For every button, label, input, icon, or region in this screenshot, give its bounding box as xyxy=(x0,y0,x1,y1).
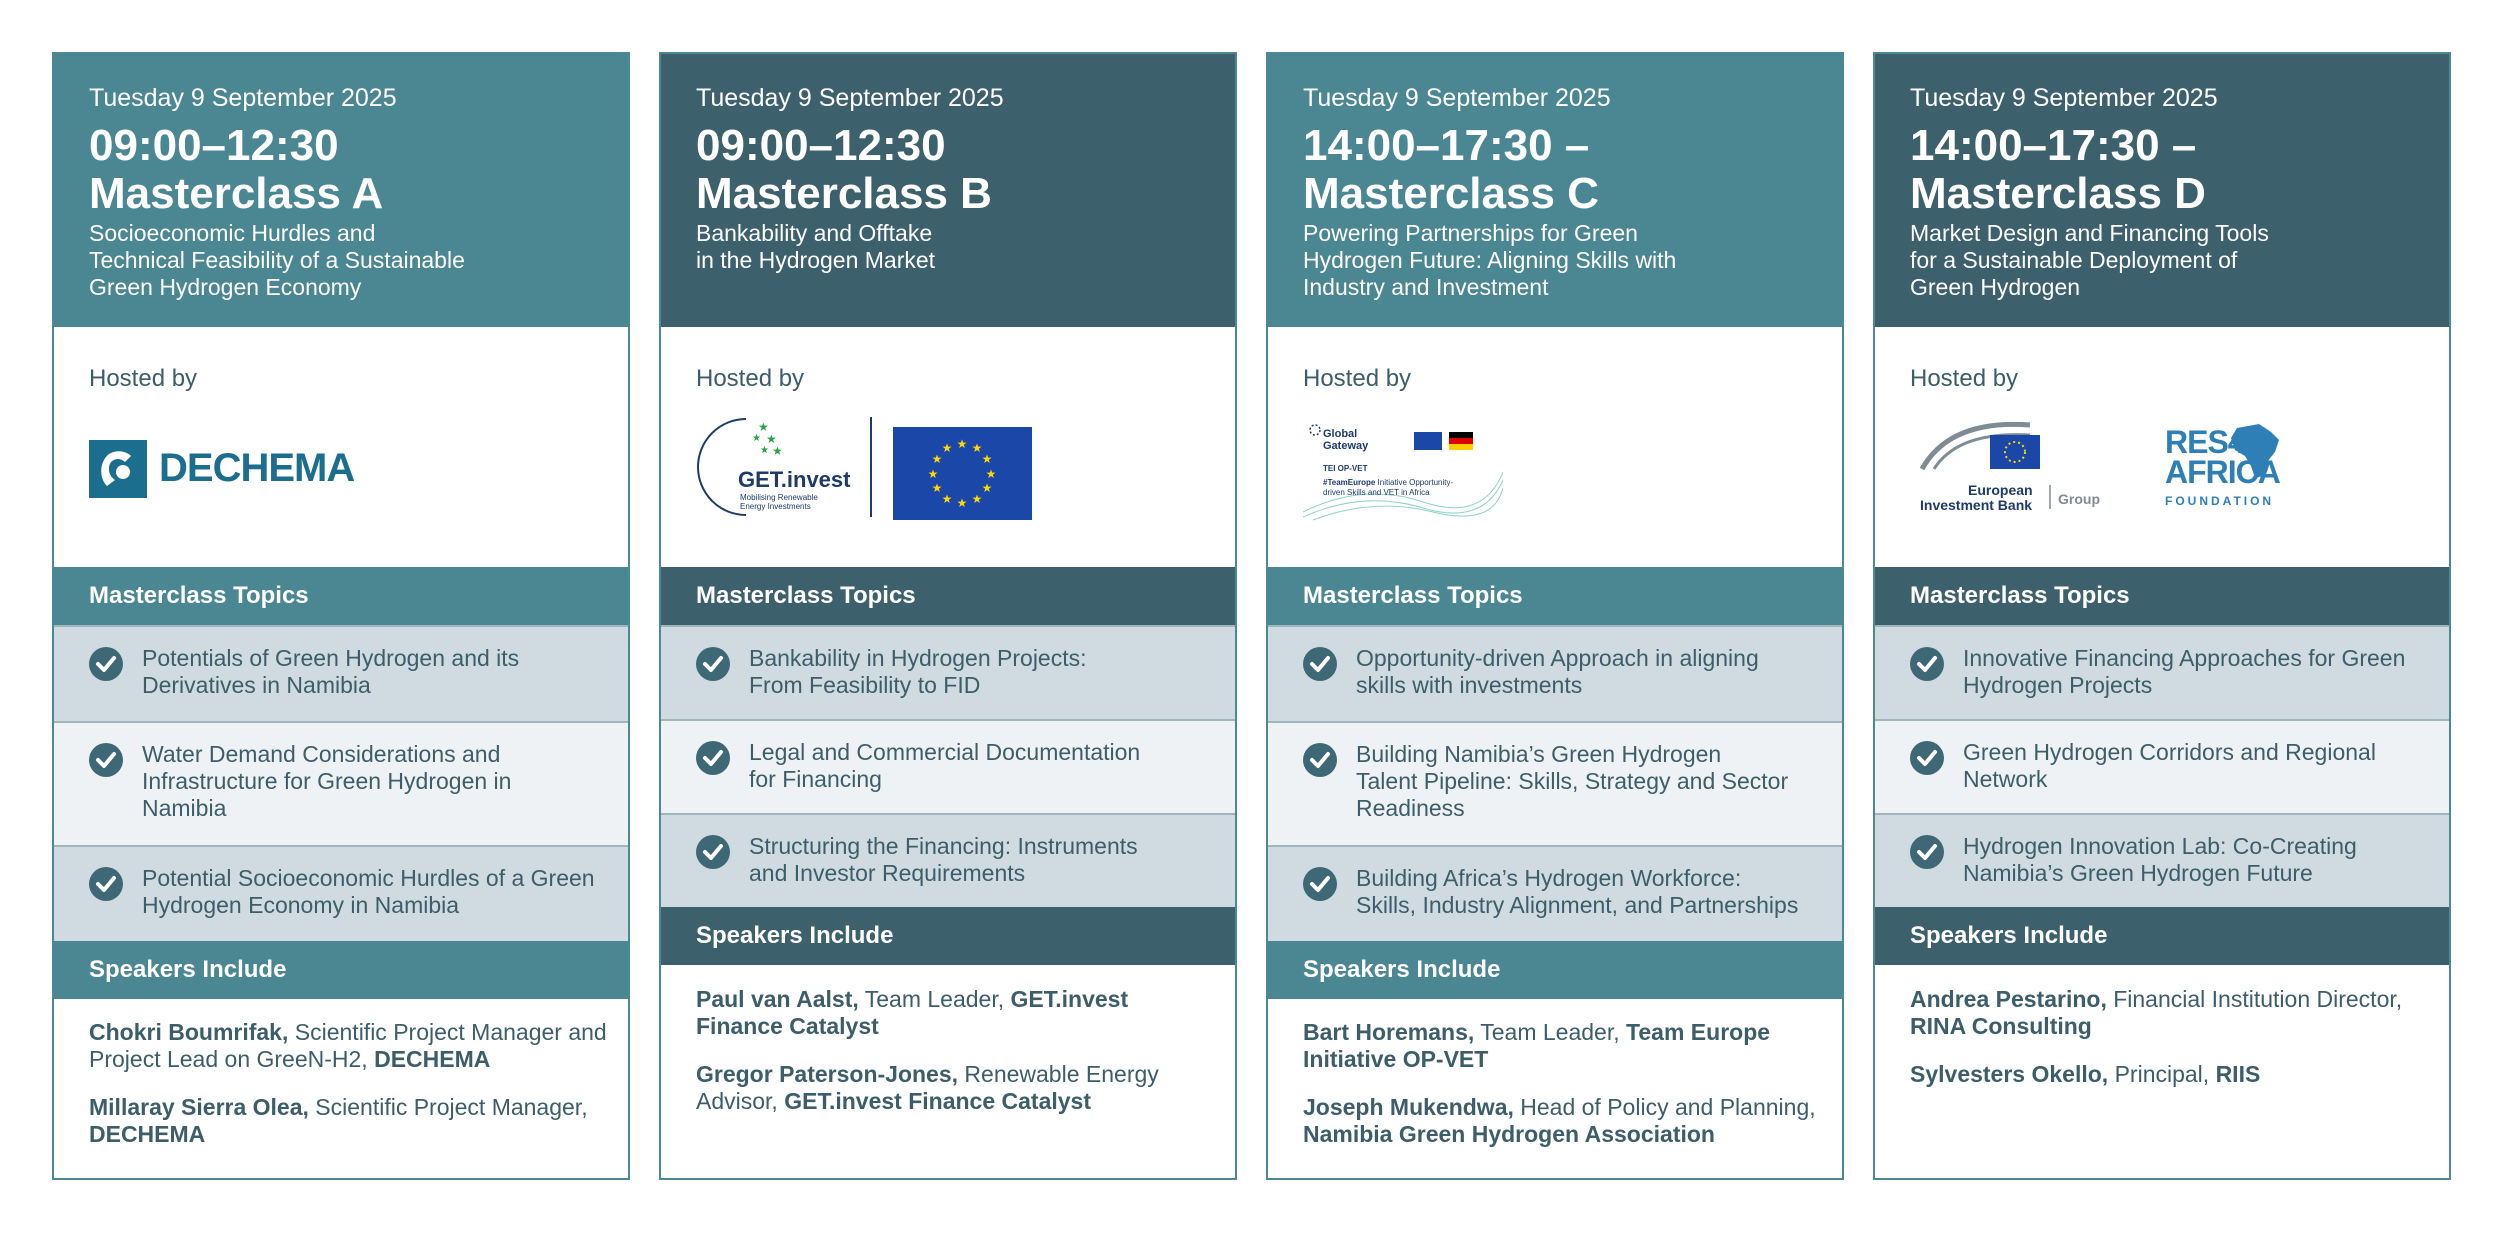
topic-text: Opportunity-driven Approach in aligning skills with investments xyxy=(1356,645,1759,698)
tei-op-vet-text: TEI OP-VET xyxy=(1323,464,1368,473)
masterclass-subtitle: Bankability and Offtake in the Hydrogen Market xyxy=(696,220,936,273)
speaker-role: Team Leader, xyxy=(1474,1019,1627,1045)
svg-text:★: ★ xyxy=(766,432,777,446)
masterclass-card-c xyxy=(1266,52,1844,1180)
speaker-name: Andrea Pestarino, xyxy=(1910,986,2107,1012)
topic-text: Bankability in Hydrogen Projects: From Feasibility to FID xyxy=(749,645,1087,698)
speaker-name: Paul van Aalst, xyxy=(696,986,859,1012)
dechema-wordmark: DECHEMA xyxy=(159,446,355,490)
session-time: 09:00–12:30 xyxy=(89,121,339,170)
hosted-by-label: Hosted by xyxy=(1303,365,1412,392)
dechema-emblem-icon xyxy=(89,440,147,498)
speaker-entry xyxy=(696,986,1216,1040)
topic-text: Hydrogen Innovation Lab: Co-Creating Namibia’s Green Hydrogen Future xyxy=(1963,833,2357,886)
masterclass-card-a xyxy=(52,52,630,1180)
check-circle-icon xyxy=(89,743,123,777)
speaker-org: RINA Consulting xyxy=(1910,1013,2092,1039)
speaker-entry xyxy=(1910,986,2430,1040)
speaker-entry xyxy=(1910,1061,2430,1088)
topics-header: Masterclass Topics xyxy=(1268,567,1842,625)
speaker-role: Team Leader, xyxy=(858,986,1011,1012)
get-invest-tagline: Mobilising Renewable xyxy=(740,493,818,502)
global-gateway-text: Gateway xyxy=(1323,440,1369,452)
masterclass-subtitle: Market Design and Financing Tools for a Sustainable Deployment of Green Hydrogen xyxy=(1910,220,2269,300)
session-time: 14:00–17:30 – xyxy=(1303,121,1590,170)
eib-group-logo xyxy=(1920,417,2120,517)
svg-text:★: ★ xyxy=(931,452,943,466)
masterclass-title: Masterclass B xyxy=(696,169,992,218)
speaker-entry xyxy=(1303,1094,1823,1148)
topic-text: Building Africa’s Hydrogen Workforce: Skills, Industry Alignment, and Partnerships xyxy=(1356,865,1799,918)
team-europe-text: #TeamEurope Initiative Opportunity- xyxy=(1323,478,1454,487)
topic-item xyxy=(1268,845,1842,941)
check-circle-icon xyxy=(1303,647,1337,681)
speaker-name: Sylvesters Okello, xyxy=(1910,1061,2109,1087)
speaker-name: Gregor Paterson-Jones, xyxy=(696,1061,959,1087)
topics-header: Masterclass Topics xyxy=(54,567,628,625)
topic-text: Building Namibia’s Green Hydrogen Talent Pipeline: Skills, Strategy and Sector Readiness xyxy=(1356,741,1789,821)
speaker-entry xyxy=(89,1094,609,1148)
global-gateway-text: Global xyxy=(1323,428,1358,440)
svg-text:★: ★ xyxy=(971,492,983,506)
svg-text:★: ★ xyxy=(985,467,997,481)
topic-text: Structuring the Financing: Instruments and Investor Requirements xyxy=(749,833,1138,886)
svg-text:★: ★ xyxy=(760,445,769,456)
topic-text: Potentials of Green Hydrogen and its Derivatives in Namibia xyxy=(142,645,520,698)
res4africa-logo xyxy=(2165,422,2305,522)
topic-item xyxy=(1875,719,2449,813)
svg-text:★: ★ xyxy=(981,452,993,466)
masterclass-card-d xyxy=(1873,52,2451,1180)
svg-text:★: ★ xyxy=(758,420,769,434)
topic-item xyxy=(1875,625,2449,719)
foundation-text: FOUNDATION xyxy=(2165,494,2275,508)
eib-group-text: Group xyxy=(2058,491,2100,507)
masterclass-subtitle: Powering Partnerships for Green Hydrogen Future: Aligning Skills with Industry and Investment xyxy=(1303,220,1677,300)
speaker-org: Team Europe Initiative OP-VET xyxy=(1303,1019,1771,1072)
check-circle-icon xyxy=(1910,835,1944,869)
masterclass-card-b xyxy=(659,52,1237,1180)
res4africa-wordmark: RES4 xyxy=(2165,424,2245,460)
speaker-name: Bart Horemans, xyxy=(1303,1019,1475,1045)
team-europe-op-vet-logo xyxy=(1303,422,1503,522)
svg-text:★: ★ xyxy=(941,441,953,455)
speakers-section xyxy=(1875,965,2449,1178)
speaker-role: Head of Policy and Planning, xyxy=(1513,1094,1816,1120)
svg-text:★: ★ xyxy=(752,433,761,444)
hosted-by-label: Hosted by xyxy=(1910,365,2019,392)
speaker-org: GET.invest Finance Catalyst xyxy=(784,1088,1091,1114)
speakers-section xyxy=(54,999,628,1178)
svg-text:★: ★ xyxy=(931,481,943,495)
topic-item xyxy=(54,721,628,845)
hosted-by-section xyxy=(54,327,628,567)
topic-item xyxy=(1268,625,1842,721)
topic-text: Innovative Financing Approaches for Green Hydrogen Projects xyxy=(1963,645,2406,698)
speaker-org: Namibia Green Hydrogen Association xyxy=(1303,1121,1715,1147)
speaker-role: Renewable Energy Advisor, xyxy=(696,1061,1159,1114)
check-circle-icon xyxy=(89,647,123,681)
speaker-entry xyxy=(696,1061,1216,1115)
speaker-name: Millaray Sierra Olea, xyxy=(89,1094,309,1120)
topics-header: Masterclass Topics xyxy=(661,567,1235,625)
check-circle-icon xyxy=(696,647,730,681)
svg-text:★: ★ xyxy=(927,467,939,481)
speakers-header: Speakers Include xyxy=(54,941,628,999)
speaker-org: DECHEMA xyxy=(89,1121,206,1147)
masterclass-title: Masterclass D xyxy=(1910,169,2206,218)
svg-text:★: ★ xyxy=(941,492,953,506)
eib-wordmark: European xyxy=(1968,482,2033,498)
session-date: Tuesday 9 September 2025 xyxy=(696,84,1004,112)
speakers-section xyxy=(1268,999,1842,1178)
session-date: Tuesday 9 September 2025 xyxy=(89,84,397,112)
speakers-header: Speakers Include xyxy=(1875,907,2449,965)
session-time: 09:00–12:30 xyxy=(696,121,946,170)
speaker-org: GET.invest Finance Catalyst xyxy=(696,986,1129,1039)
eib-wordmark: Investment Bank xyxy=(1920,497,2033,513)
hosted-by-label: Hosted by xyxy=(696,365,805,392)
check-circle-icon xyxy=(696,835,730,869)
hosted-by-section xyxy=(1268,327,1842,567)
topics-header: Masterclass Topics xyxy=(1875,567,2449,625)
speakers-header: Speakers Include xyxy=(661,907,1235,965)
speaker-role: Scientific Project Manager, xyxy=(308,1094,588,1120)
get-invest-logo xyxy=(696,417,866,517)
check-circle-icon xyxy=(1910,741,1944,775)
get-invest-tagline: Energy Investments xyxy=(740,502,811,511)
check-circle-icon xyxy=(89,867,123,901)
topic-item xyxy=(54,845,628,941)
get-invest-wordmark: GET.invest xyxy=(738,467,851,492)
check-circle-icon xyxy=(1303,743,1337,777)
dechema-logo xyxy=(89,440,355,498)
speakers-header: Speakers Include xyxy=(1268,941,1842,999)
topic-text: Legal and Commercial Documentation for Financing xyxy=(749,739,1141,792)
card-header xyxy=(1268,54,1842,327)
svg-text:★: ★ xyxy=(971,441,983,455)
speaker-role: Scientific Project Manager and Project Lead on GreeN-H2, xyxy=(89,1019,607,1072)
speakers-section xyxy=(661,965,1235,1178)
res4africa-wordmark: AFRICA xyxy=(2165,454,2280,490)
session-date: Tuesday 9 September 2025 xyxy=(1303,84,1611,112)
topic-item xyxy=(661,813,1235,907)
topic-item xyxy=(1268,721,1842,845)
check-circle-icon xyxy=(1303,867,1337,901)
card-header xyxy=(661,54,1235,327)
masterclass-subtitle: Socioeconomic Hurdles and Technical Feasibility of a Sustainable Green Hydrogen Economy xyxy=(89,220,465,300)
eu-flag xyxy=(893,427,1032,525)
logo-divider xyxy=(870,417,872,517)
speaker-org: RIIS xyxy=(2215,1061,2261,1087)
topic-item xyxy=(661,625,1235,719)
speaker-name: Chokri Boumrifak, xyxy=(89,1019,289,1045)
topic-item xyxy=(54,625,628,721)
check-circle-icon xyxy=(696,741,730,775)
masterclass-title: Masterclass C xyxy=(1303,169,1599,218)
card-header xyxy=(1875,54,2449,327)
eu-flag-icon xyxy=(893,427,1032,520)
speaker-org: DECHEMA xyxy=(374,1046,491,1072)
topic-item xyxy=(1875,813,2449,907)
card-header xyxy=(54,54,628,327)
speaker-name: Joseph Mukendwa, xyxy=(1303,1094,1514,1120)
topic-text: Water Demand Considerations and Infrastructure for Green Hydrogen in Namibia xyxy=(142,741,512,821)
hosted-by-section xyxy=(661,327,1235,567)
hosted-by-label: Hosted by xyxy=(89,365,198,392)
svg-text:★: ★ xyxy=(981,481,993,495)
speaker-role: Financial Institution Director, xyxy=(2106,986,2403,1012)
masterclass-title: Masterclass A xyxy=(89,169,384,218)
speaker-entry xyxy=(89,1019,609,1073)
check-circle-icon xyxy=(1910,647,1944,681)
session-date: Tuesday 9 September 2025 xyxy=(1910,84,2218,112)
speaker-entry xyxy=(1303,1019,1823,1073)
hosted-by-section xyxy=(1875,327,2449,567)
initiative-text: driven Skills and VET in Africa xyxy=(1323,488,1430,497)
topic-item xyxy=(661,719,1235,813)
svg-text:★: ★ xyxy=(772,444,783,458)
session-time: 14:00–17:30 – xyxy=(1910,121,2197,170)
svg-text:★: ★ xyxy=(956,437,968,451)
topic-text: Potential Socioeconomic Hurdles of a Green Hydrogen Economy in Namibia xyxy=(142,865,595,918)
topic-text: Green Hydrogen Corridors and Regional Network xyxy=(1963,739,2376,792)
svg-text:★: ★ xyxy=(956,496,968,510)
speaker-role: Principal, xyxy=(2108,1061,2216,1087)
